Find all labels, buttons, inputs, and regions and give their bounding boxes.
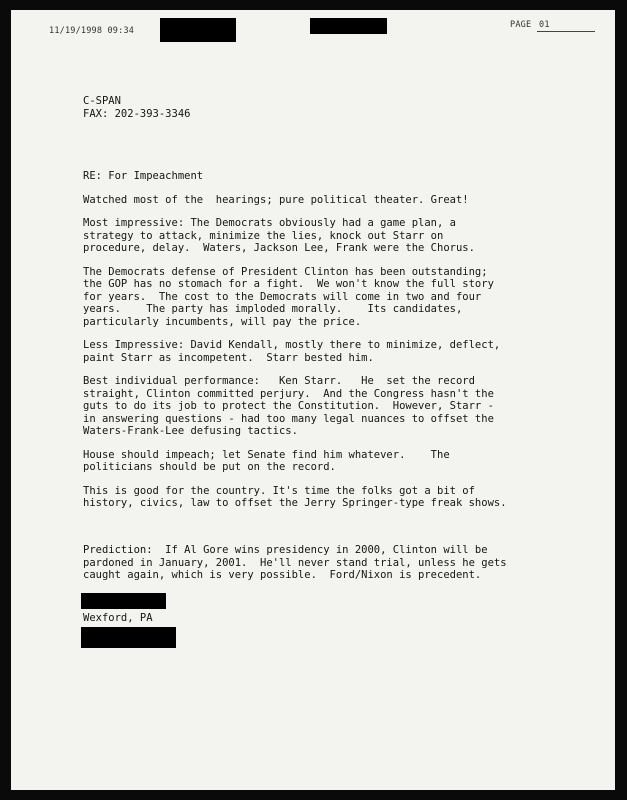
recipient-block bbox=[83, 95, 545, 120]
letter-line: history, civics, law to offset the Jerry Springer-type freak shows. bbox=[83, 497, 507, 509]
letter-paragraph bbox=[83, 375, 545, 438]
redaction-sender-contact bbox=[81, 627, 176, 648]
letter-line: years. The party has imploded morally. Its candidates, bbox=[83, 303, 463, 315]
letter-line: the GOP has no stomach for a fight. We won't know the full story bbox=[83, 278, 494, 290]
letter-line: This is good for the country. It's time the folks got a bit of bbox=[83, 484, 475, 497]
letter-line: guts to do its job to protect the Constitution. However, Starr - bbox=[83, 400, 494, 412]
letter-line: caught again, which is very possible. Ford/Nixon is precedent. bbox=[83, 569, 482, 581]
letter-line: particularly incumbents, will pay the price. bbox=[83, 315, 362, 328]
letter-line: politicians should be put on the record. bbox=[83, 461, 336, 473]
letter-paragraph bbox=[83, 521, 545, 534]
redaction-header-2 bbox=[310, 18, 387, 34]
letter-paragraph bbox=[83, 449, 545, 474]
letter-line: Less Impressive: David Kendall, mostly there to minimize, deflect, bbox=[83, 339, 501, 351]
fax-page bbox=[11, 10, 615, 790]
recipient-name: C-SPAN bbox=[83, 95, 121, 107]
page-number: 01 bbox=[539, 20, 550, 30]
letter-paragraph bbox=[83, 544, 545, 582]
letter-line: House should impeach; let Senate find him whatever. The bbox=[83, 448, 450, 461]
letter-line: in answering questions - had too many legal nuances to offset the bbox=[83, 412, 494, 425]
letter-line: Waters-Frank-Lee defusing tactics. bbox=[83, 425, 298, 437]
recipient-fax: FAX: 202-393-3346 bbox=[83, 107, 191, 120]
letter-line: Best individual performance: Ken Starr. He set the record bbox=[83, 375, 475, 387]
letter-paragraph bbox=[83, 194, 545, 207]
signature-block bbox=[83, 593, 545, 653]
subject-line bbox=[83, 170, 545, 183]
letter-line: paint Starr as incompetent. Starr bested him. bbox=[83, 351, 374, 364]
letter-line: Most impressive: The Democrats obviously had a game plan, a bbox=[83, 217, 456, 229]
letter-line: The Democrats defense of President Clinton has been outstanding; bbox=[83, 265, 488, 278]
letter-line: strategy to attack, minimize the lies, knock out Starr on bbox=[83, 229, 444, 242]
page-label: PAGE bbox=[510, 20, 532, 30]
page-number-rule bbox=[537, 31, 595, 32]
fax-date-time: 11/19/1998 09:34 bbox=[49, 26, 135, 36]
fax-body bbox=[83, 95, 545, 653]
letter-paragraph bbox=[83, 217, 545, 255]
letter-line: Watched most of the hearings; pure political theater. Great! bbox=[83, 193, 469, 206]
redaction-header-1 bbox=[160, 18, 236, 42]
letter-line bbox=[83, 521, 545, 534]
letter-paragraph bbox=[83, 485, 545, 510]
letter-paragraph bbox=[83, 266, 545, 329]
letter-line: Prediction: If Al Gore wins presidency in 2000, Clinton will be bbox=[83, 544, 488, 556]
letter-line: procedure, delay. Waters, Jackson Lee, Frank were the Chorus. bbox=[83, 242, 475, 254]
letter-paragraphs bbox=[83, 194, 545, 582]
letter-paragraph bbox=[83, 339, 545, 364]
letter-line: for years. The cost to the Democrats will come in two and four bbox=[83, 290, 482, 303]
letter-line: straight, Clinton committed perjury. And the Congress hasn't the bbox=[83, 387, 494, 400]
redaction-sender-name bbox=[81, 593, 166, 609]
subject-text: RE: For Impeachment bbox=[83, 170, 204, 182]
sender-location: Wexford, PA bbox=[83, 611, 153, 624]
letter-line: pardoned in January, 2001. He'll never stand trial, unless he gets bbox=[83, 556, 507, 569]
